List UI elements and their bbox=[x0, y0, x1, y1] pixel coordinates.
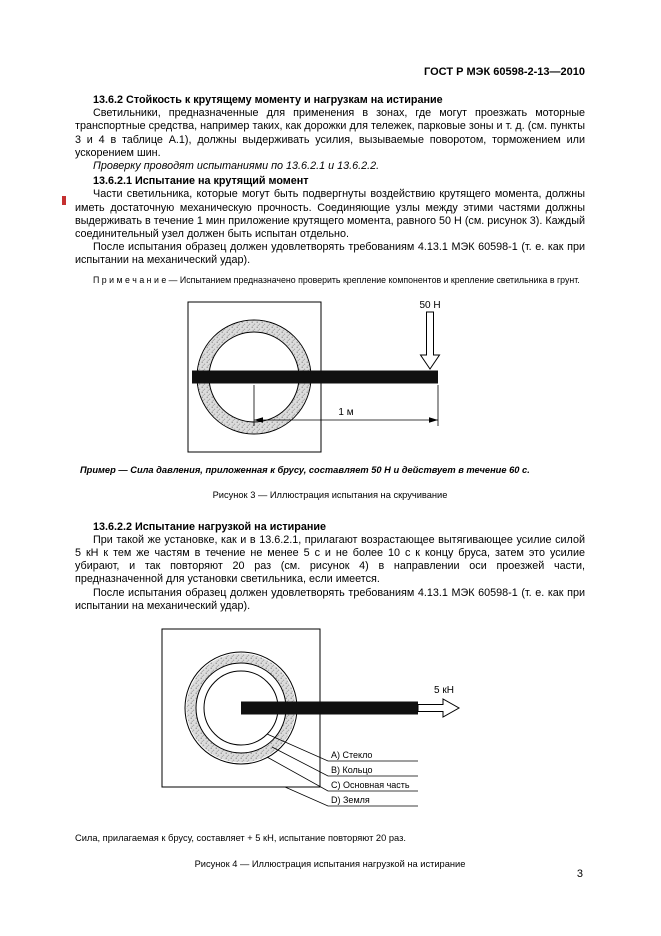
page-content bbox=[75, 66, 585, 870]
figure-3-example-text: Пример — Сила давления, приложенная к брусу, составляет 50 Н и действует в течение 60 с. bbox=[80, 464, 530, 475]
figure-4-note: Сила, прилагаемая к брусу, составляет + 5 кН, испытание повторяют 20 раз. bbox=[75, 833, 406, 844]
figure-4-diagram bbox=[160, 627, 580, 812]
margin-change-marker bbox=[62, 196, 66, 205]
fig4-label-main-part: С) Основная часть bbox=[331, 780, 410, 791]
fig4-label-glass: А) Стекло bbox=[331, 750, 373, 761]
document-number-header: ГОСТ Р МЭК 60598-2-13—2010 bbox=[424, 66, 585, 78]
page-number: 3 bbox=[576, 868, 583, 880]
fig3-dimension-label: 1 м bbox=[338, 406, 354, 418]
section-13-6-2-2-heading: 13.6.2.2 Испытание нагрузкой на истирание bbox=[93, 520, 327, 533]
figure-4-caption: Рисунок 4 — Иллюстрация испытания нагрузкой на истирание bbox=[194, 859, 466, 870]
fig4-test-bar bbox=[241, 702, 418, 715]
figure-3-diagram bbox=[186, 296, 566, 456]
figure-3 bbox=[186, 296, 585, 456]
fig4-force-arrow bbox=[418, 699, 459, 717]
fig4-label-ring: В) Кольцо bbox=[331, 765, 373, 776]
torque-test-paragraph: Части светильника, которые могут быть подвергнуты воздействию крутящего момента, должны иметь достаточную механическую прочность. Соединяющие узлы между этими частями должны выдерживать в течение 1 мин приложение крутящего момента, равного 50 Н (см. рисунок 3). Каждый соединительный узел должен быть испытан отдельно. bbox=[75, 188, 585, 241]
torque-result-paragraph: После испытания образец должен удовлетворять требованиям 4.13.1 МЭК 60598-1 (т. е. как при испытании на механический удар). bbox=[75, 241, 585, 267]
section-13-6-2-heading: 13.6.2 Стойкость к крутящему моменту и нагрузкам на истирание bbox=[93, 94, 443, 106]
fig4-label-ground: D) Земля bbox=[331, 795, 370, 806]
figure-3-caption: Рисунок 3 — Иллюстрация испытания на скручивание bbox=[212, 489, 448, 500]
abrasion-result-paragraph: После испытания образец должен удовлетворять требованиям 4.13.1 МЭК 60598-1 (т. е. как при испытании на механический удар). bbox=[75, 586, 585, 612]
fig3-force-label: 50 Н bbox=[419, 299, 441, 311]
note-paragraph: П р и м е ч а н и е — Испытанием предназначено проверить крепление компонентов и крепление светильника в грунт. bbox=[93, 274, 580, 285]
fig4-part-labels bbox=[331, 750, 410, 805]
fig4-force-label: 5 кН bbox=[434, 685, 454, 697]
section-13-6-2-paragraph: Светильники, предназначенные для применения в зонах, где могут проезжать моторные транспортные средства, например таких, как дорожки для тележек, парковые зоны и т. д. (см. пункты 3 и 4 в таблице А.1), должны выдерживать усилия, вызываемые поворотом, торможением или ускорением шин. bbox=[75, 107, 585, 159]
figure-4 bbox=[160, 627, 585, 812]
fig3-test-bar bbox=[192, 370, 438, 383]
abrasion-test-paragraph: При такой же установке, как и в 13.6.2.1, прилагают возрастающее вытягивающее усилие силой 5 кН к тем же частям в течение не менее 5 с и не более 10 с к концу бруса, затем это усилие убирают, и так повторяют 20 раз (см. рисунок 4) в направлении оси проезжей части, предназначенной для установки светильника, если имеется. bbox=[75, 533, 585, 586]
section-13-6-2-1-heading: 13.6.2.1 Испытание на крутящий момент bbox=[93, 175, 309, 188]
verification-reference-line: Проверку проводят испытаниями по 13.6.2.1 и 13.6.2.2. bbox=[93, 160, 380, 173]
fig3-force-arrow bbox=[421, 312, 440, 369]
